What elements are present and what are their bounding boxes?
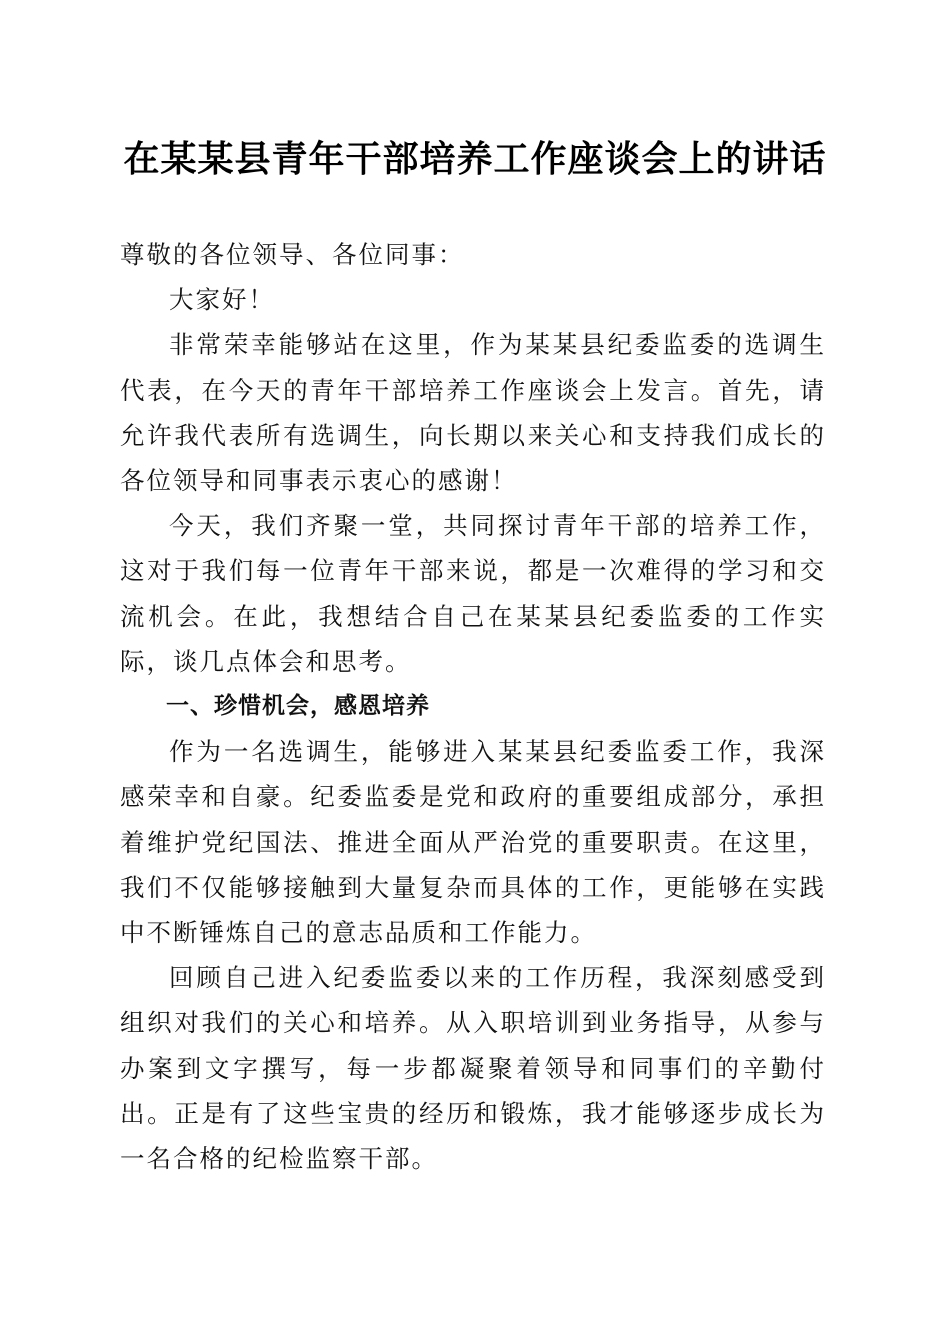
- paragraph: 今天，我们齐聚一堂，共同探讨青年干部的培养工作，这对于我们每一位青年干部来说，都是一次难得的学习和交流机会。在此，我想结合自己在某某县纪委监委的工作实际，谈几点体会和思考。: [120, 511, 826, 676]
- paragraph: 回顾自己进入纪委监委以来的工作历程，我深刻感受到组织对我们的关心和培养。从入职培训到业务指导，从参与办案到文字撰写，每一步都凝聚着领导和同事们的辛勤付出。正是有了这些宝贵的经历和锻炼，我才能够逐步成长为一名合格的纪检监察干部。: [120, 963, 826, 1174]
- paragraph: 非常荣幸能够站在这里，作为某某县纪委监委的选调生代表，在今天的青年干部培养工作座谈会上发言。首先，请允许我代表所有选调生，向长期以来关心和支持我们成长的各位领导和同事表示衷心的感谢！: [120, 330, 826, 496]
- paragraph: 作为一名选调生，能够进入某某县纪委监委工作，我深感荣幸和自豪。纪委监委是党和政府的重要组成部分，承担着维护党纪国法、推进全面从严治党的重要职责。在这里，我们不仅能够接触到大量复杂而具体的工作，更能够在实践中不断锤炼自己的意志品质和工作能力。: [120, 737, 826, 948]
- salutation: 尊敬的各位领导、各位同事：: [120, 240, 465, 269]
- document-title: 在某某县青年干部培养工作座谈会上的讲话: [123, 139, 827, 180]
- section-heading: 一、珍惜机会，感恩培养: [166, 693, 430, 720]
- document-body: [120, 232, 826, 1181]
- greeting: 大家好！: [169, 285, 275, 315]
